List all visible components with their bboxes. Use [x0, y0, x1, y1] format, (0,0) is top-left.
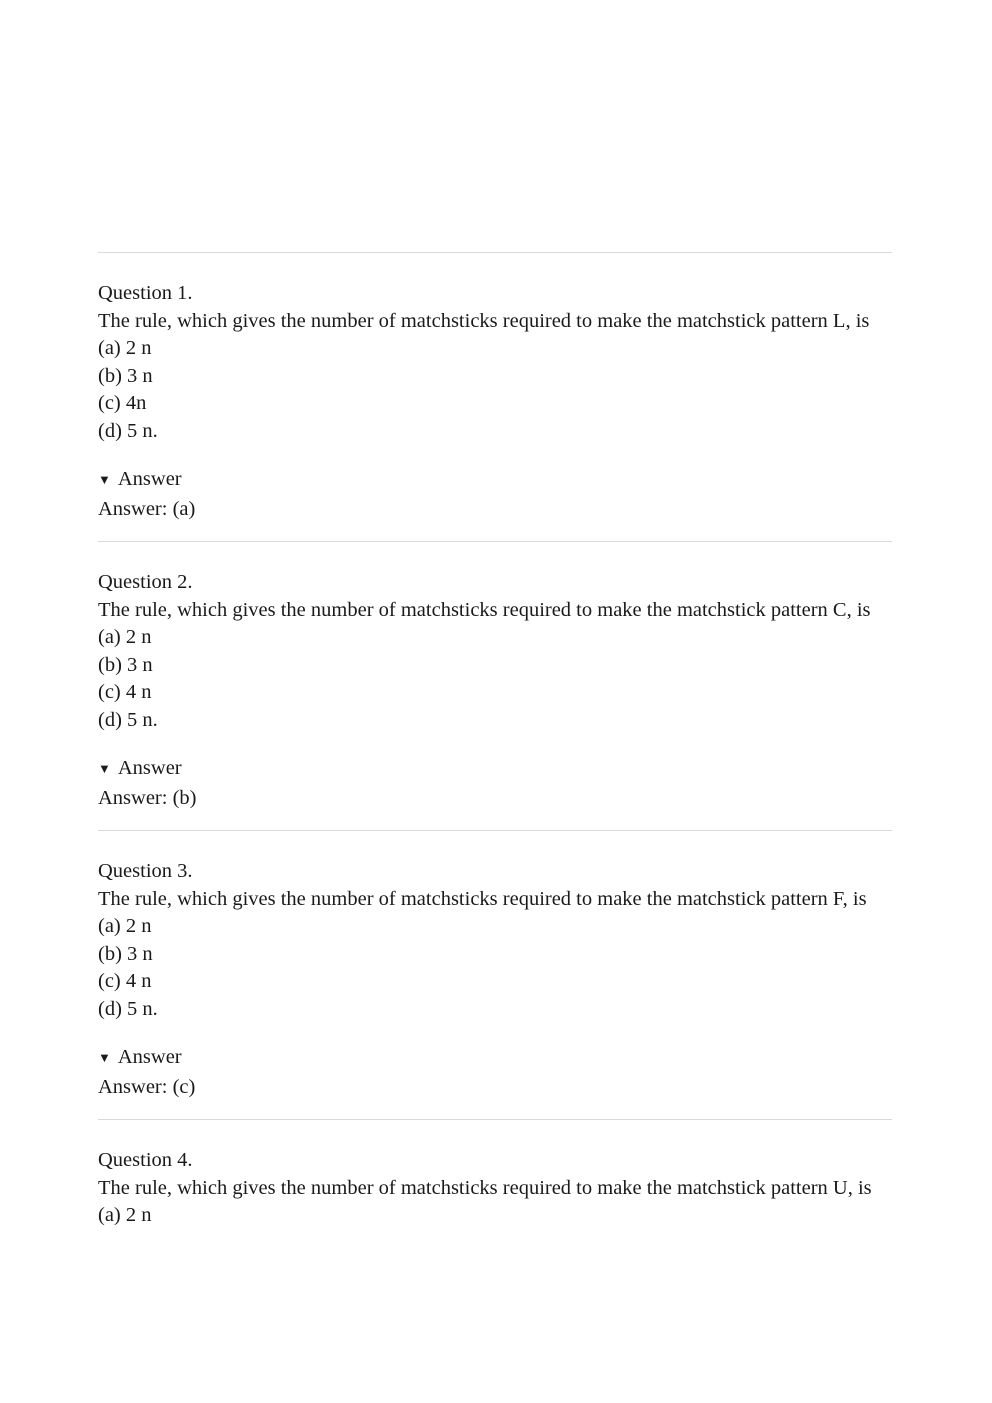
- question-number: Question 4.: [98, 1149, 193, 1171]
- answer-toggle-label: Answer: [117, 468, 182, 490]
- option-b[interactable]: (b) 3 n: [98, 364, 153, 387]
- triangle-down-icon: ▼: [98, 1050, 111, 1065]
- question-number: Question 2.: [98, 571, 193, 593]
- question-text: The rule, which gives the number of matchsticks required to make the matchstick pattern U, is: [98, 1177, 872, 1199]
- question-number: Question 3.: [98, 860, 193, 882]
- question-text: The rule, which gives the number of matchsticks required to make the matchstick pattern C, is: [98, 599, 871, 621]
- option-c[interactable]: (c) 4 n: [98, 970, 152, 992]
- option-c[interactable]: (c) 4n: [98, 392, 147, 414]
- question-text: The rule, which gives the number of matchsticks required to make the matchstick pattern F, is: [98, 888, 867, 910]
- option-a[interactable]: (a) 2 n: [98, 337, 152, 359]
- answer-text: Answer: (c): [98, 1076, 196, 1098]
- question-text: The rule, which gives the number of matchsticks required to make the matchstick pattern L, is: [98, 310, 870, 332]
- option-a[interactable]: (a) 2 n: [98, 1204, 152, 1226]
- answer-text: Answer: (b): [98, 787, 197, 809]
- question-block: [98, 541, 892, 830]
- question-number: Question 1.: [98, 282, 193, 304]
- triangle-down-icon: ▼: [98, 472, 111, 487]
- option-b[interactable]: (b) 3 n: [98, 942, 153, 965]
- answer-disclosure-toggle[interactable]: [98, 1043, 892, 1073]
- option-d[interactable]: (d) 5 n.: [98, 419, 158, 442]
- option-c[interactable]: (c) 4 n: [98, 681, 152, 703]
- question-block: [98, 830, 892, 1119]
- answer-toggle-label: Answer: [117, 757, 182, 779]
- option-a[interactable]: (a) 2 n: [98, 915, 152, 937]
- triangle-down-icon: ▼: [98, 761, 111, 776]
- answer-disclosure-toggle[interactable]: [98, 465, 892, 495]
- option-d[interactable]: (d) 5 n.: [98, 997, 158, 1020]
- option-b[interactable]: (b) 3 n: [98, 653, 153, 676]
- question-block: [98, 252, 892, 541]
- question-block: [98, 1119, 892, 1248]
- answer-toggle-label: Answer: [117, 1046, 182, 1068]
- answer-disclosure-toggle[interactable]: [98, 754, 892, 784]
- option-d[interactable]: (d) 5 n.: [98, 708, 158, 731]
- option-a[interactable]: (a) 2 n: [98, 626, 152, 648]
- answer-text: Answer: (a): [98, 498, 196, 520]
